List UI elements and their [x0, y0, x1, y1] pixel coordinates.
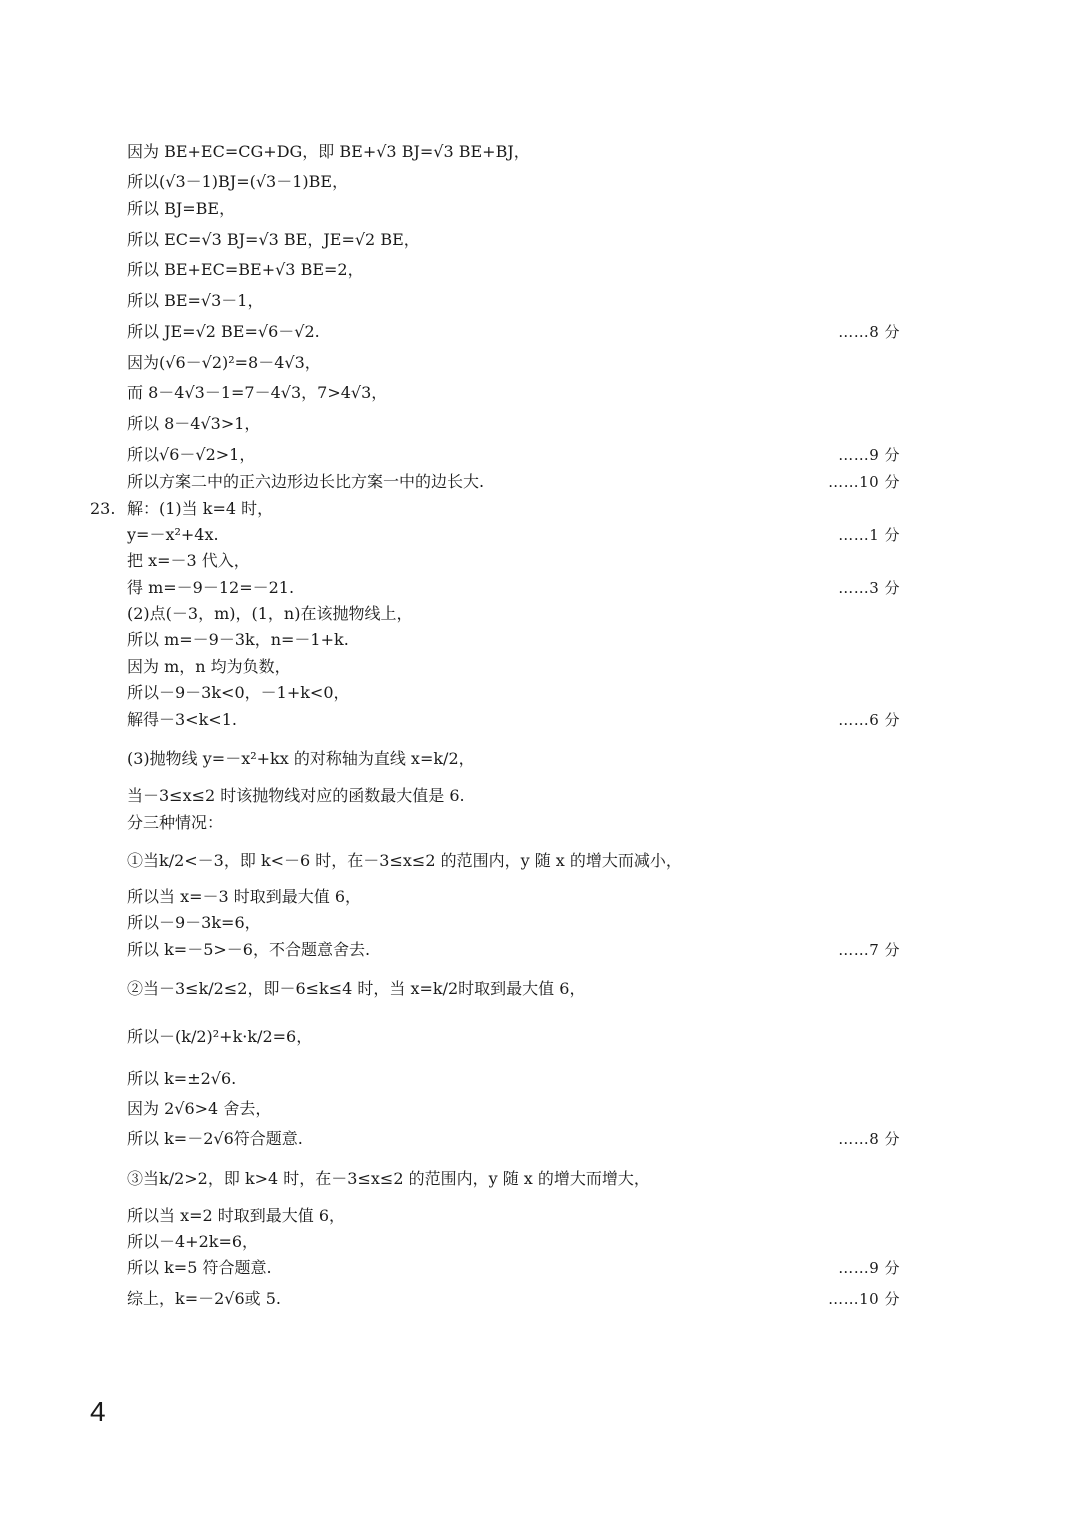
line-text: 所以 k=－5>－6，不合题意舍去. — [127, 940, 371, 959]
score-marker: ……3 分 — [838, 579, 900, 597]
line-text: 综上，k=－2√6或 5. — [127, 1289, 282, 1308]
solution-line — [127, 1231, 900, 1253]
score-marker: ……1 分 — [838, 526, 900, 544]
line-text: (2)点(－3，m)，(1，n)在该抛物线上， — [127, 604, 413, 623]
line-text: 所以当 x=－3 时取到最大值 6， — [127, 887, 362, 906]
solution-line — [127, 978, 900, 1000]
solution-line — [127, 629, 900, 651]
line-text: 因为 BE+EC=CG+DG，即 BE+√3 BJ=√3 BE+BJ， — [127, 142, 530, 161]
score-marker: ……9 分 — [838, 1259, 900, 1277]
solution-line — [127, 1026, 900, 1048]
line-text: 所以 k=±2√6. — [127, 1069, 237, 1088]
solution-line — [127, 1128, 900, 1150]
solution-line — [127, 1168, 900, 1190]
solution-line — [127, 709, 900, 731]
solution-line — [127, 444, 900, 466]
solution-line — [127, 812, 900, 834]
line-text: 所以 JE=√2 BE=√6－√2. — [127, 322, 320, 341]
solution-line — [127, 748, 900, 770]
solution-line — [127, 382, 900, 404]
line-text: 所以－9－3k=6， — [127, 913, 261, 932]
problem-number: 23. — [90, 499, 116, 518]
line-text: 把 x=－3 代入， — [127, 551, 250, 570]
solution-line — [127, 141, 900, 163]
solution-line — [127, 321, 900, 343]
line-text: 所以－9－3k<0，－1+k<0， — [127, 683, 350, 702]
line-text: 所以 k=5 符合题意. — [127, 1258, 272, 1277]
solution-line — [127, 682, 900, 704]
solution-line — [127, 1288, 900, 1310]
score-marker: ……6 分 — [838, 711, 900, 729]
solution-line — [127, 352, 900, 374]
score-marker: ……8 分 — [838, 1130, 900, 1148]
solution-line — [127, 259, 900, 281]
line-text: 当－3≤x≤2 时该抛物线对应的函数最大值是 6. — [127, 786, 465, 805]
solution-line — [127, 524, 900, 546]
line-text: 所以当 x=2 时取到最大值 6， — [127, 1206, 346, 1225]
page-number: 4 — [90, 1396, 106, 1427]
solution-line — [127, 198, 900, 220]
line-text: 所以－4+2k=6， — [127, 1232, 259, 1251]
line-text: ①当k/2<－3，即 k<－6 时，在－3≤x≤2 的范围内，y 随 x 的增大而减小， — [127, 851, 682, 870]
solution-line — [127, 229, 900, 251]
solution-line — [127, 471, 900, 493]
solution-line — [127, 577, 900, 599]
line-text: 所以 BE=√3－1， — [127, 291, 264, 310]
solution-line — [127, 912, 900, 934]
line-text: 解：(1)当 k=4 时， — [127, 499, 274, 518]
line-text: 分三种情况： — [127, 813, 224, 832]
line-text: 所以 8－4√3>1， — [127, 414, 261, 433]
solution-line — [127, 413, 900, 435]
solution-line — [127, 785, 900, 807]
score-marker: ……7 分 — [838, 941, 900, 959]
solution-line — [127, 1068, 900, 1090]
solution-line — [127, 1205, 900, 1227]
solution-line — [127, 886, 900, 908]
line-text: y=－x²+4x. — [127, 525, 219, 544]
line-text: 所以－(k/2)²+k·k/2=6， — [127, 1027, 313, 1046]
solution-line — [127, 171, 900, 193]
line-text: 因为 m，n 均为负数， — [127, 657, 291, 676]
solution-line — [127, 850, 900, 872]
score-marker: ……10 分 — [828, 1290, 900, 1308]
line-text: ③当k/2>2，即 k>4 时，在－3≤x≤2 的范围内，y 随 x 的增大而增大， — [127, 1169, 650, 1188]
solution-line — [127, 550, 900, 572]
line-text: 解得－3<k<1. — [127, 710, 237, 729]
line-text: 所以 m=－9－3k，n=－1+k. — [127, 630, 349, 649]
line-text: 所以(√3－1)BJ=(√3－1)BE， — [127, 172, 349, 191]
line-text: 得 m=－9－12=－21. — [127, 578, 295, 597]
problem-23-heading — [90, 498, 900, 520]
line-text: 所以√6－√2>1， — [127, 445, 256, 464]
solution-line — [127, 1098, 900, 1120]
line-text: (3)抛物线 y=－x²+kx 的对称轴为直线 x=k/2， — [127, 749, 475, 768]
line-text: 所以方案二中的正六边形边长比方案一中的边长大. — [127, 472, 485, 491]
score-marker: ……9 分 — [838, 446, 900, 464]
line-text: 所以 k=－2√6符合题意. — [127, 1129, 303, 1148]
line-text: 所以 EC=√3 BJ=√3 BE，JE=√2 BE， — [127, 230, 420, 249]
solution-line — [127, 656, 900, 678]
score-marker: ……8 分 — [838, 323, 900, 341]
line-text: 因为 2√6>4 舍去， — [127, 1099, 272, 1118]
line-text: 所以 BJ=BE， — [127, 199, 236, 218]
line-text: ②当－3≤k/2≤2，即－6≤k≤4 时，当 x=k/2时取到最大值 6， — [127, 979, 586, 998]
score-marker: ……10 分 — [828, 473, 900, 491]
solution-line — [127, 603, 900, 625]
line-text: 而 8－4√3－1=7－4√3，7>4√3， — [127, 383, 388, 402]
line-text: 因为(√6－√2)²=8－4√3， — [127, 353, 321, 372]
solution-line — [127, 939, 900, 961]
solution-line — [127, 1257, 900, 1279]
line-text: 所以 BE+EC=BE+√3 BE=2， — [127, 260, 364, 279]
solution-line — [127, 290, 900, 312]
